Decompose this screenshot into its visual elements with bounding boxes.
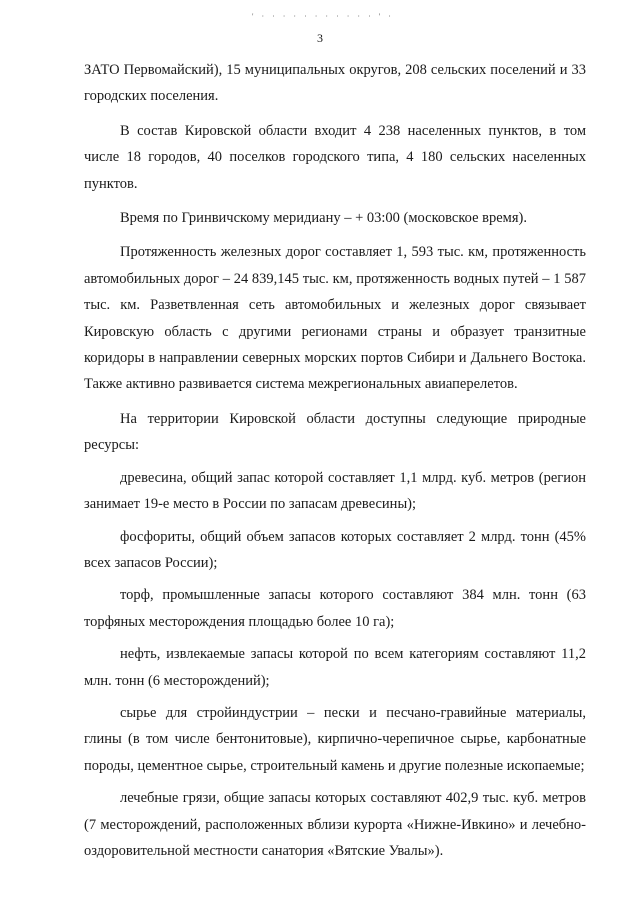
paragraph-continuation: ЗАТО Первомайский), 15 муниципальных округов, 208 сельских поселений и 33 городских поселения.: [84, 62, 586, 105]
resource-item-peat: торф, промышленные запасы которого составляют 384 млн. тонн (63 торфяных месторождения площадью более 10 га);: [84, 587, 586, 630]
page-number: 3: [317, 31, 323, 45]
scan-artifact-marks: ' · · · · · · · · · · · ' ·: [252, 12, 394, 21]
resource-item-construction-materials: сырье для стройиндустрии – пески и песчано-гравийные материалы, глины (в том числе бентонитовые), кирпично-черепичное сырье, карбонатные породы, цементное сырье, строительный камень и другие полезные ископаемые;: [84, 704, 586, 774]
document-body: [84, 57, 586, 864]
paragraph-time-zone: Время по Гринвичскому меридиану – + 03:00 (московское время).: [120, 210, 527, 227]
resource-item-phosphorites: фосфориты, общий объем запасов которых составляет 2 млрд. тонн (45% всех запасов России);: [84, 528, 586, 571]
resource-item-therapeutic-mud: лечебные грязи, общие запасы которых составляют 402,9 тыс. куб. метров (7 месторождений, расположенных вблизи курорта «Нижне-Ивкино» и лечебно-оздоровительной местности санатория «Вятские Увалы»).: [84, 790, 586, 859]
paragraph-resources-intro: На территории Кировской области доступны следующие природные ресурсы:: [84, 410, 586, 454]
paragraph-transport: Протяженность железных дорог составляет 1, 593 тыс. км, протяженность автомобильных дорог – 24 839,145 тыс. км, протяженность водных путей – 1 587 тыс. км. Разветвленная сеть автомобильных и железных дорог связывает Кировскую область с другими регионами страны и образует транзитные коридоры в направлении северных морских портов Сибири и Дальнего Востока. Также активно развивается система межрегиональных авиаперелетов.: [84, 244, 586, 393]
resource-item-timber: древесина, общий запас которой составляет 1,1 млрд. куб. метров (регион занимает 19-е место в России по запасам древесины);: [84, 469, 586, 513]
resource-item-oil: нефть, извлекаемые запасы которой по всем категориям составляют 11,2 млн. тонн (6 месторождений);: [84, 646, 586, 689]
paragraph-settlements: В состав Кировской области входит 4 238 населенных пунктов, в том числе 18 городов, 40 поселков городского типа, 4 180 сельских населенных пунктов.: [84, 122, 586, 192]
